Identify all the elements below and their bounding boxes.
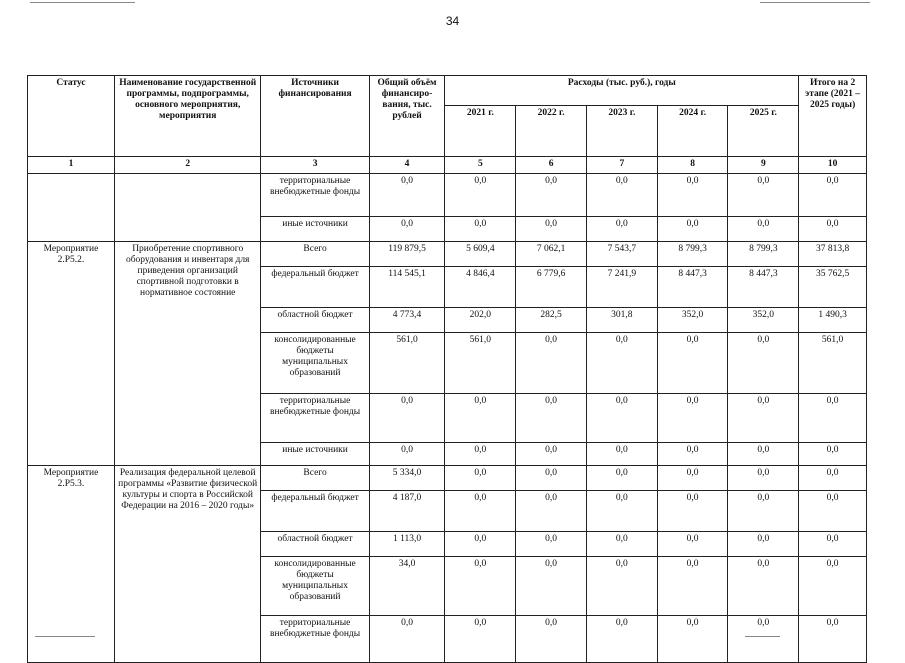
stage-total-cell: 35 762,5 [799, 267, 867, 308]
source-cell: федеральный бюджет [261, 491, 369, 532]
year-value-cell: 5 609,4 [445, 242, 516, 267]
source-cell: областной бюджет [261, 308, 369, 333]
year-value-cell: 0,0 [586, 616, 657, 663]
year-value-cell: 0,0 [728, 557, 799, 616]
year-value-cell: 0,0 [586, 491, 657, 532]
name-cell: Приобретение спортивного оборудования и инвентаря для приведения организаций спортивной подготовки в нормативное состояние [114, 242, 261, 466]
year-value-cell: 0,0 [586, 443, 657, 466]
column-number: 4 [369, 157, 445, 174]
column-number: 1 [28, 157, 115, 174]
header-year: 2025 г. [728, 106, 799, 157]
column-number: 8 [657, 157, 728, 174]
total-volume-cell: 4 187,0 [369, 491, 445, 532]
header-total-volume: Общий объём финансиро- вания, тыс. рублей [369, 76, 445, 157]
source-cell: федеральный бюджет [261, 267, 369, 308]
year-value-cell: 0,0 [516, 616, 587, 663]
stage-total-cell: 0,0 [799, 394, 867, 443]
column-number: 7 [586, 157, 657, 174]
year-value-cell: 561,0 [445, 333, 516, 394]
source-cell: Всего [261, 466, 369, 491]
stage-total-cell: 561,0 [799, 333, 867, 394]
status-cell: Мероприятие 2.Р5.2. [28, 242, 115, 466]
table-row [28, 174, 867, 217]
stage-total-cell: 0,0 [799, 491, 867, 532]
source-cell: областной бюджет [261, 532, 369, 557]
year-value-cell: 7 543,7 [586, 242, 657, 267]
year-value-cell: 0,0 [586, 174, 657, 217]
stage-total-cell: 1 490,3 [799, 308, 867, 333]
table-row [28, 242, 867, 267]
year-value-cell: 0,0 [445, 394, 516, 443]
source-cell: иные источники [261, 217, 369, 242]
year-value-cell: 352,0 [657, 308, 728, 333]
top-scan-line-right [760, 2, 870, 3]
status-cell: Мероприятие 2.Р5.3. [28, 466, 115, 663]
header-expenses: Расходы (тыс. руб.), годы [445, 76, 799, 106]
column-number: 2 [114, 157, 261, 174]
year-value-cell: 0,0 [657, 466, 728, 491]
total-volume-cell: 0,0 [369, 443, 445, 466]
year-value-cell: 0,0 [516, 466, 587, 491]
year-value-cell: 0,0 [586, 333, 657, 394]
stage-total-cell: 0,0 [799, 217, 867, 242]
column-number-row [28, 157, 867, 174]
year-value-cell: 7 062,1 [516, 242, 587, 267]
year-value-cell: 0,0 [657, 333, 728, 394]
header-year: 2021 г. [445, 106, 516, 157]
year-value-cell: 0,0 [657, 394, 728, 443]
total-volume-cell: 34,0 [369, 557, 445, 616]
year-value-cell: 0,0 [445, 557, 516, 616]
year-value-cell: 0,0 [657, 174, 728, 217]
year-value-cell: 0,0 [657, 217, 728, 242]
year-value-cell: 0,0 [445, 616, 516, 663]
total-volume-cell: 0,0 [369, 174, 445, 217]
year-value-cell: 0,0 [728, 394, 799, 443]
year-value-cell: 0,0 [516, 532, 587, 557]
year-value-cell: 8 447,3 [657, 267, 728, 308]
page-number: 34 [445, 14, 460, 28]
year-value-cell: 352,0 [728, 308, 799, 333]
year-value-cell: 0,0 [445, 491, 516, 532]
year-value-cell: 0,0 [516, 333, 587, 394]
stage-total-cell: 0,0 [799, 557, 867, 616]
total-volume-cell: 0,0 [369, 394, 445, 443]
column-number: 3 [261, 157, 369, 174]
year-value-cell: 0,0 [728, 616, 799, 663]
year-value-cell: 0,0 [586, 466, 657, 491]
year-value-cell: 7 241,9 [586, 267, 657, 308]
year-value-cell: 8 799,3 [728, 242, 799, 267]
stage-total-cell: 0,0 [799, 616, 867, 663]
total-volume-cell: 114 545,1 [369, 267, 445, 308]
name-cell: Реализация федеральной целевой программы «Развитие физической культуры и спорта в Российской Федерации на 2016 – 2020 годы» [114, 466, 261, 663]
year-value-cell: 0,0 [445, 443, 516, 466]
source-cell: Всего [261, 242, 369, 267]
source-cell: консолидированные бюджеты муниципальных образований [261, 557, 369, 616]
year-value-cell: 0,0 [586, 217, 657, 242]
source-cell: территориальные внебюджетные фонды [261, 616, 369, 663]
year-value-cell: 0,0 [516, 557, 587, 616]
column-number: 9 [728, 157, 799, 174]
year-value-cell: 6 779,6 [516, 267, 587, 308]
total-volume-cell: 561,0 [369, 333, 445, 394]
stage-total-cell: 0,0 [799, 532, 867, 557]
column-number: 5 [445, 157, 516, 174]
year-value-cell: 0,0 [728, 217, 799, 242]
total-volume-cell: 1 113,0 [369, 532, 445, 557]
name-cell [114, 174, 261, 242]
year-value-cell: 301,8 [586, 308, 657, 333]
header-year: 2023 г. [586, 106, 657, 157]
source-cell: консолидированные бюджеты муниципальных образований [261, 333, 369, 394]
year-value-cell: 0,0 [516, 491, 587, 532]
source-cell: территориальные внебюджетные фонды [261, 174, 369, 217]
total-volume-cell: 5 334,0 [369, 466, 445, 491]
total-volume-cell: 0,0 [369, 217, 445, 242]
year-value-cell: 0,0 [728, 333, 799, 394]
year-value-cell: 0,0 [445, 174, 516, 217]
year-value-cell: 0,0 [728, 443, 799, 466]
source-cell: территориальные внебюджетные фонды [261, 394, 369, 443]
year-value-cell: 202,0 [445, 308, 516, 333]
year-value-cell: 8 447,3 [728, 267, 799, 308]
column-number: 10 [799, 157, 867, 174]
total-volume-cell: 4 773,4 [369, 308, 445, 333]
year-value-cell: 0,0 [657, 557, 728, 616]
header-year: 2022 г. [516, 106, 587, 157]
header-source: Источники финансирования [261, 76, 369, 157]
status-cell [28, 174, 115, 242]
header-status: Статус [28, 76, 115, 157]
year-value-cell: 0,0 [728, 491, 799, 532]
year-value-cell: 0,0 [586, 394, 657, 443]
year-value-cell: 4 846,4 [445, 267, 516, 308]
year-value-cell: 282,5 [516, 308, 587, 333]
stage-total-cell: 0,0 [799, 443, 867, 466]
header-year: 2024 г. [657, 106, 728, 157]
top-scan-line-left [30, 2, 135, 3]
stage-total-cell: 0,0 [799, 174, 867, 217]
year-value-cell: 0,0 [445, 217, 516, 242]
year-value-cell: 0,0 [445, 466, 516, 491]
header-stage-total: Итого на 2 этапе (2021 – 2025 годы) [799, 76, 867, 157]
year-value-cell: 0,0 [657, 491, 728, 532]
total-volume-cell: 0,0 [369, 616, 445, 663]
year-value-cell: 0,0 [445, 532, 516, 557]
year-value-cell: 0,0 [728, 466, 799, 491]
year-value-cell: 0,0 [586, 557, 657, 616]
column-number: 6 [516, 157, 587, 174]
year-value-cell: 0,0 [516, 217, 587, 242]
total-volume-cell: 119 879,5 [369, 242, 445, 267]
year-value-cell: 0,0 [657, 616, 728, 663]
header-name: Наименование государственной программы, подпрограммы, основного мероприятия, мероприятия [114, 76, 261, 157]
table-row [28, 466, 867, 491]
year-value-cell: 0,0 [516, 394, 587, 443]
year-value-cell: 0,0 [586, 532, 657, 557]
year-value-cell: 0,0 [657, 443, 728, 466]
year-value-cell: 0,0 [657, 532, 728, 557]
stage-total-cell: 0,0 [799, 466, 867, 491]
year-value-cell: 0,0 [516, 443, 587, 466]
year-value-cell: 0,0 [728, 532, 799, 557]
year-value-cell: 0,0 [728, 174, 799, 217]
year-value-cell: 8 799,3 [657, 242, 728, 267]
stage-total-cell: 37 813,8 [799, 242, 867, 267]
year-value-cell: 0,0 [516, 174, 587, 217]
budget-table [27, 75, 867, 663]
source-cell: иные источники [261, 443, 369, 466]
